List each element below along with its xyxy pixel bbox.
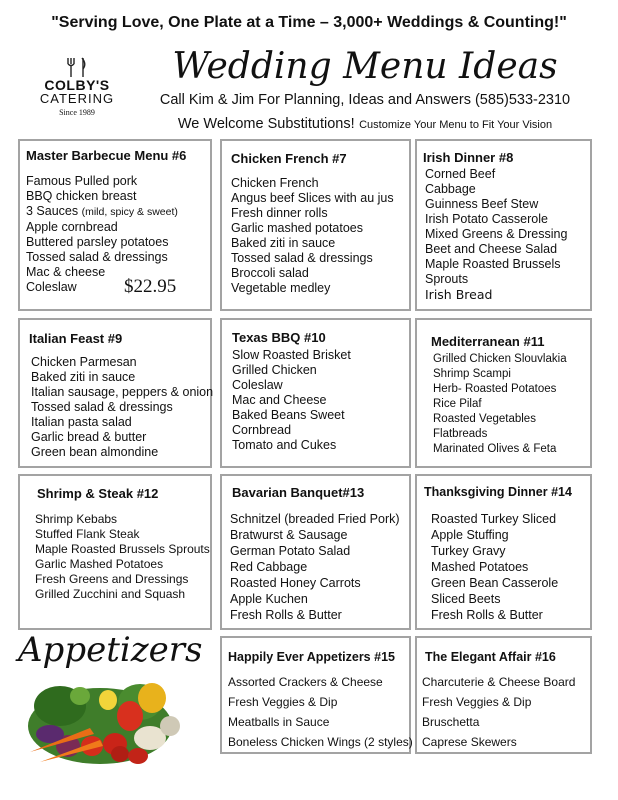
menu-item: Tossed salad & dressings xyxy=(26,250,168,264)
menu-title: Thanksgiving Dinner #14 xyxy=(424,485,572,499)
menu-item: Schnitzel (breaded Fried Pork) xyxy=(230,512,400,526)
tagline: "Serving Love, One Plate at a Time – 3,000+ Weddings & Counting!" xyxy=(51,14,567,31)
menu-item: Assorted Crackers & Cheese xyxy=(228,675,383,689)
menu-item: Apple Stuffing xyxy=(431,528,509,542)
menu-title: Irish Dinner #8 xyxy=(423,150,514,165)
fork-knife-icon xyxy=(62,56,92,78)
menu-item: Fresh Veggies & Dip xyxy=(422,695,532,709)
menu-item: Maple Roasted Brussels Sprouts xyxy=(35,542,210,556)
logo xyxy=(30,56,124,126)
menu-item: Tossed salad & dressings xyxy=(231,251,373,265)
appetizers-heading: Appetizers xyxy=(18,630,203,670)
menu-title: Mediterranean #11 xyxy=(431,334,545,349)
logo-line1: COLBY'S xyxy=(44,77,110,93)
menu-item: German Potato Salad xyxy=(230,544,351,558)
menu-item: Grilled Chicken Slouvlakia xyxy=(433,353,567,365)
menu-item: Meatballs in Sauce xyxy=(228,715,330,729)
menu-item: Vegetable medley xyxy=(231,281,331,295)
menu-item: Broccoli salad xyxy=(231,266,309,280)
menu-item: Sprouts xyxy=(425,272,469,286)
menu-item: Garlic bread & butter xyxy=(31,430,147,444)
menu-item: Roasted Honey Carrots xyxy=(230,576,361,590)
menu-items xyxy=(35,512,210,602)
call-line: Call Kim & Jim For Planning, Ideas and Answers (585)533-2310 xyxy=(159,92,571,108)
menu-item: Coleslaw xyxy=(26,280,77,294)
logo-since: Since 1989 xyxy=(59,108,95,117)
menu-item: Charcuterie & Cheese Board xyxy=(422,675,576,689)
menu-item: Apple Kuchen xyxy=(230,592,308,606)
welcome-big: We Welcome Substitutions! xyxy=(177,116,355,132)
menu-item: BBQ chicken breast xyxy=(26,189,137,203)
menu-title: Happily Ever Appetizers #15 xyxy=(228,650,395,664)
menu-items xyxy=(231,176,394,296)
menu-item: Mashed Potatoes xyxy=(431,560,529,574)
menu-box-15 xyxy=(220,636,411,754)
menu-item: Italian pasta salad xyxy=(31,415,132,429)
menu-title: Shrimp & Steak #12 xyxy=(37,486,159,501)
menu-item: Coleslaw xyxy=(232,378,283,392)
logo-line2: CATERING xyxy=(39,91,115,106)
menu-item: Beet and Cheese Salad xyxy=(425,242,558,256)
menu-box-16 xyxy=(415,636,592,754)
menu-item: Flatbreads xyxy=(433,428,488,440)
vegetable-shapes xyxy=(28,683,180,764)
menu-box-14 xyxy=(415,474,592,630)
welcome-line xyxy=(140,115,590,133)
menu-item: Red Cabbage xyxy=(230,560,308,574)
menu-items xyxy=(230,511,400,623)
menu-box-6 xyxy=(18,139,212,311)
menu-item: Fresh Rolls & Butter xyxy=(230,608,342,622)
menu-item: Guinness Beef Stew xyxy=(425,197,539,211)
menu-title: The Elegant Affair #16 xyxy=(425,650,556,664)
menu-box-12 xyxy=(18,474,212,630)
menu-items xyxy=(31,355,213,460)
menu-item: Chicken Parmesan xyxy=(31,355,137,369)
menu-item xyxy=(26,204,178,220)
menu-item: Marinated Olives & Feta xyxy=(433,443,557,455)
menu-item: Grilled Chicken xyxy=(232,363,317,377)
menu-item: Shrimp Scampi xyxy=(433,368,511,380)
menu-item: Baked Beans Sweet xyxy=(232,408,345,422)
welcome-small: Customize Your Menu to Fit Your Vision xyxy=(359,119,553,131)
menu-title: Texas BBQ #10 xyxy=(232,330,326,345)
menu-items xyxy=(228,672,413,752)
menu-item: Irish Potato Casserole xyxy=(425,212,548,226)
menu-item: Rice Pilaf xyxy=(433,398,482,410)
menu-title: Chicken French #7 xyxy=(231,151,347,166)
menu-item: Baked ziti in sauce xyxy=(231,236,336,250)
menu-item-text: 3 Sauces xyxy=(26,204,79,218)
menu-item: Tossed salad & dressings xyxy=(31,400,173,414)
menu-item: Garlic Mashed Potatoes xyxy=(35,557,164,571)
menu-item: Grilled Zucchini and Squash xyxy=(35,587,186,601)
sauce-note: (mild, spicy & sweet) xyxy=(81,206,178,218)
menu-item: Fresh Rolls & Butter xyxy=(431,608,543,622)
menu-box-13 xyxy=(220,474,411,630)
menu-item: Corned Beef xyxy=(425,167,496,181)
menu-item: Green Bean Casserole xyxy=(431,576,559,590)
menu-item: Tomato and Cukes xyxy=(232,438,337,452)
menu-box-11 xyxy=(415,318,592,468)
menu-item: Stuffed Flank Steak xyxy=(35,527,140,541)
menu-item: Herb- Roasted Potatoes xyxy=(433,383,557,395)
menu-title: Master Barbecue Menu #6 xyxy=(26,148,187,163)
menu-item: Maple Roasted Brussels xyxy=(425,257,561,271)
menu-item: Irish Bread xyxy=(425,287,493,302)
menu-title: Italian Feast #9 xyxy=(29,331,123,346)
menu-item: Fresh Veggies & Dip xyxy=(228,695,338,709)
page-title: Wedding Menu Ideas xyxy=(172,46,558,87)
menu-title: Bavarian Banquet#13 xyxy=(232,485,365,500)
menu-items xyxy=(422,672,575,752)
menu-item: Cornbread xyxy=(232,423,292,437)
menu-item: Famous Pulled pork xyxy=(26,174,138,188)
menu-item: Roasted Turkey Sliced xyxy=(431,512,557,526)
menu-item: Angus beef Slices with au jus xyxy=(231,191,394,205)
menu-item: Chicken French xyxy=(231,176,319,190)
menu-item: Mac and Cheese xyxy=(232,393,327,407)
menu-item: Garlic mashed potatoes xyxy=(231,221,364,235)
menu-item: Apple cornbread xyxy=(26,220,118,234)
menu-item: Buttered parsley potatoes xyxy=(26,235,169,249)
price: $22.95 xyxy=(124,276,177,297)
menu-item: Mac & cheese xyxy=(26,265,106,279)
menu-item: Fresh dinner rolls xyxy=(231,206,328,220)
menu-items xyxy=(232,348,351,453)
menu-item: Caprese Skewers xyxy=(422,735,517,749)
menu-item: Baked ziti in sauce xyxy=(31,370,136,384)
menu-box-7 xyxy=(220,139,411,311)
menu-box-10 xyxy=(220,318,411,468)
menu-item: Fresh Greens and Dressings xyxy=(35,572,189,586)
vegetables-illustration xyxy=(20,666,185,776)
menu-item: Cabbage xyxy=(425,182,476,196)
menu-item: Boneless Chicken Wings (2 styles) xyxy=(228,735,413,749)
menu-item: Turkey Gravy xyxy=(431,544,506,558)
menu-item: Bratwurst & Sausage xyxy=(230,528,348,542)
menu-items xyxy=(431,511,558,623)
menu-item: Bruschetta xyxy=(422,715,480,729)
menu-item: Italian sausage, peppers & onion xyxy=(31,385,214,399)
menu-item: Slow Roasted Brisket xyxy=(232,348,351,362)
menu-item: Sliced Beets xyxy=(431,592,501,606)
menu-item: Mixed Greens & Dressing xyxy=(425,227,568,241)
menu-item: Shrimp Kebabs xyxy=(35,512,118,526)
menu-items xyxy=(425,167,567,302)
menu-item: Roasted Vegetables xyxy=(433,413,536,425)
menu-items xyxy=(433,352,567,457)
menu-item: Green bean almondine xyxy=(31,445,159,459)
menu-box-9 xyxy=(18,318,212,468)
menu-box-8 xyxy=(415,139,592,311)
